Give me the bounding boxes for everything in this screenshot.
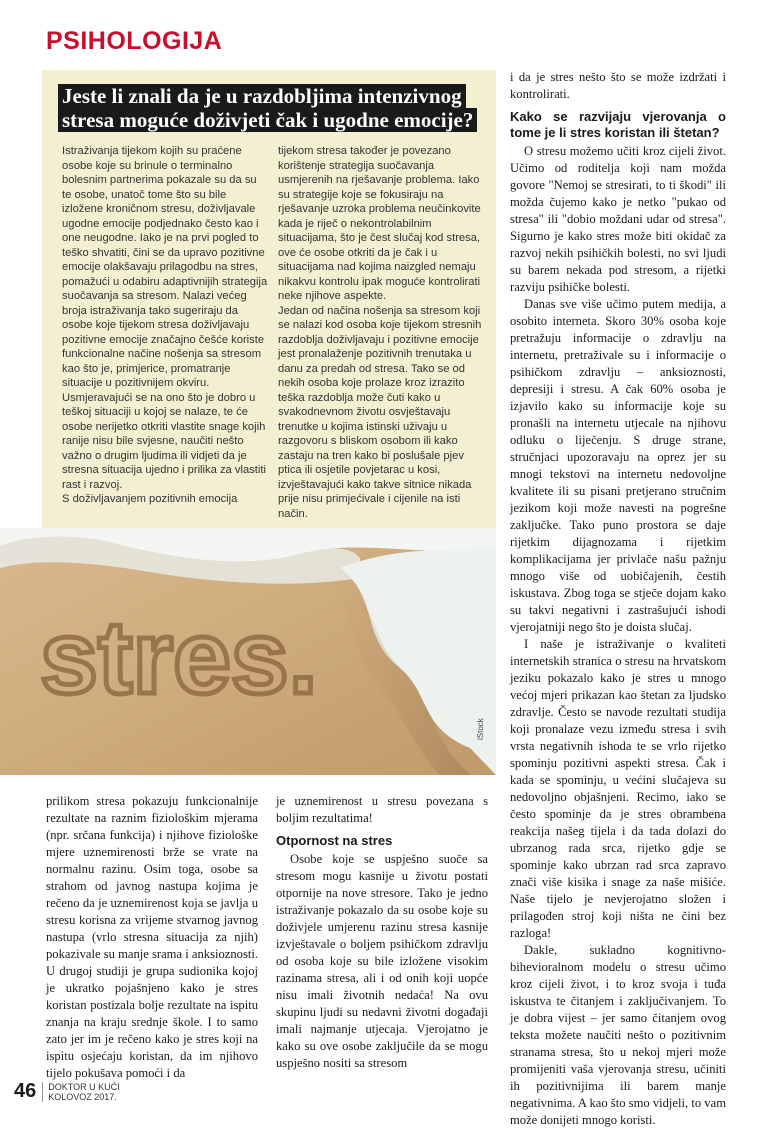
article-paragraph: i da je stres nešto što se može izdržati i kontrolirati.: [510, 70, 726, 101]
info-box-paragraph: tijekom stresa također je povezano korištenje strategija suočavanja usmjerenih na rješavanje problema. Iako su strategije koje se fokusiraju na rješavanje uzroka problema neučinkovite kada je riječ o nekontrolabilnim situacijama, što je čest slučaj kod stresa, ove će osobe otkriti da je čak i u situacijama nad kojima naizgled nemaju nikakvu kontrolu ipak moguće kontrolirati neke njihove aspekte.: [278, 145, 481, 302]
magazine-name: DOKTOR U KUĆI: [48, 1081, 120, 1092]
article-paragraph: I naše je istraživanje o kvaliteti internetskih stranica o stresu na hrvatskom jeziku pokazalo kako je stres u mnogo većoj mjeri prikazan kao štetan za ljudsko zdravlje. Često se navode rezultati studija koji pronalaze vezu između stresa i svih vrsta negativnih ishoda te se vrlo rijetko spominju pozitivni aspekti stresa. Čak i kada se spominju, u većini slučajeva su nedovoljno objašnjeni. Recimo, iako se često spominje da je stres obrambena reakcija našeg tijela i da tada dolazi do ubrzanog rada srca, rijetko gdje se spominje kako ubrzan rad srca zapravo znači više kisika i snage za naše mišiće. Naše tijelo je nevjerojatno složen i prilagođen stroj koji ništa ne čini bez razloga!: [510, 637, 726, 940]
page-number: 46: [14, 1080, 37, 1102]
article-paragraph: prilikom stresa pokazuju funkcionalnije rezultate na raznim fiziološkim mjerama (npr. srčana funkcija) i njihove fiziološke mjere uznemirenosti brže se vrate na normalnu razinu. Osim toga, osobe sa strahom od javnog nastupa kojima je rečeno da je uznemirenost koja se javlja u stresu korisna za vrijeme stvarnog javnog nastupa (vrlo stresna situacija za njih) pokazivale su manje srama i anksioznosti. U drugoj studiji je grupa sudionika kojoj je ukratko pojašnjeno kako je stres koristan postizala bolje rezultate na ispitu znanja na kraju srednje škole. I to samo zato jer im je rečeno kako je stres koji na ispitu osjećaju koristan, da im njihovo tijelo pokušava pomoći i da: [46, 794, 258, 1080]
info-box-paragraph: Istraživanja tijekom kojih su praćene osobe koje su brinule o terminalno bolesnim partnerima pokazale su da su te osobe, unatoč tome što su bile izložene kroničnom stresu, doživljavale ugodne emocije podjednako često kao i one neugodne. Iako je na prvi pogled to teško shvatiti, čini se da upravo pozitivne emocije olakšavaju prilagodbu na stres, pomažući u odabiru adaptivnijih strategija suočavanja sa stresom. Nalazi većeg broja istraživanja tako sugeriraju da osobe koje tijekom stresa doživljavaju pozitivne emocije značajno češće koriste funkcionalne načine nošenja sa stresom kao što je, primjerice, promatranje situacije u pozitivnijem okviru. Usmjeravajući se na ono što je dobro u teškoj situaciji u kojoj se nalaze, te će osobe nerijetko otkriti vlastite snage kojih ranije nisu bile svjesne, naučiti nešto važno o drugim ljudima ili vidjeti da je stresna situacija ujedno i prilika za vlastiti rast i razvoj.: [62, 145, 268, 491]
photo-credit: iStock: [476, 718, 485, 740]
column-c: [510, 69, 726, 1129]
sand-photo-illustration: [0, 528, 496, 775]
section-title: PSIHOLOGIJA: [46, 27, 223, 55]
info-box-paragraph: S doživljavanjem pozitivnih emocija: [62, 493, 238, 505]
article-paragraph: Dakle, sukladno kognitivno-bihevioralnom modelu o stresu učimo kroz cijeli život, i to kroz svoja i tuđa iskustva te čitanjem i zaključivanjem. To je dobra vijest – jer samo čitanjem ovog teksta možete naučiti nešto o pozitivnim stranama stresa, što u nekoj mjeri može promijeniti vaša vjerovanja stresu, učiniti ih pozitivnijima ili barem manje negativnima. A kao što smo vidjeli, to vam može donijeti mnogo koristi.: [510, 943, 726, 1127]
magazine-info: [42, 1082, 119, 1102]
article-paragraph: O stresu možemo učiti kroz cijeli život. Učimo od roditelja koji nam možda govore "Nemoj se stresirati, to ti škodi" ili možda čujemo kako je netko "pukao od stresa" ili "dobio moždani udar od stresa". Sigurno je kako stres može biti okidač za razvoj nekih psihičkih bolesti, no svi ljudi su barem nekada pod stresom, a rijetki razviju psihičke bolesti.: [510, 144, 726, 294]
magazine-issue: KOLOVOZ 2017.: [48, 1091, 117, 1102]
column-b: [276, 793, 488, 1072]
sand-word: stres.: [40, 600, 318, 716]
sand-photo: [0, 528, 496, 775]
info-box-column-2: [278, 144, 486, 521]
article-paragraph: Osobe koje se uspješno suoče sa stresom mogu kasnije u životu postati otpornije na nove stresore. Tako je jedno istraživanje pokazalo da su osobe koje su doživjele umjerenu razinu stresa kasnije izvještavale o boljem psihičkom zdravlju od osoba koje su bile izložene visokim razinama stresa, ali i od onih koji uopće nisu imali životnih nedaća! Na ovu skupinu ljudi su nedavni životni događaji imali najmanje utjecaja. Vjerojatno je kako su ove osobe zaključile da se mogu uspješno nositi sa stresom: [276, 852, 488, 1070]
info-box-paragraph: Jedan od načina nošenja sa stresom koji se nalazi kod osoba koje tijekom stresnih razdoblja doživljavaju i pozitivne emocije jest pronalaženje pozitivnih trenutaka u danu za predah od stresa. Tako se od nekih osoba koje prolaze kroz izrazito teška razdoblja može čuti kako u svakodnevnom životu osvještavaju trenutke u kojima istinski uživaju u razgovoru s bliskom osobom ili kako zastaju na tren kako bi poslušale pjev ptica ili osjetile povjetarac u kosi, izvještavajući kako takve sitnice nikada prije nisu primjećivale i cijenile na isti način.: [278, 304, 482, 520]
column-a: [46, 793, 258, 1082]
article-paragraph: Danas sve više učimo putem medija, a osobito interneta. Skoro 30% osoba koje pretražuju informacije o zdravlju na internetu, pretraživale su i informacije o psihičkom zdravlju – anksioznosti, depresiji i stresu. A čak 60% osoba je izjavilo kako su informacije koje su pronašli na internetu utjecale na njihovu odluku o liječenju. S druge strane, stručnjaci upozoravaju na oprez jer su mnogi tekstovi na internetu nedovoljne kvalitete ili su pisani pretjerano stručnim jezikom koji može navesti na pogrešne zaključke. Tako puno prostora se daje rijetkim dijagnozama i rijetkim komplikacijama jer privlače našu pažnju mnogo više od uobičajenih, čestih iskustava. Zbog toga se stječe dojam kako su takvi negativni i zastrašujući ishodi vjerojatniji nego što je doista slučaj.: [510, 297, 726, 634]
subheading-beliefs: Kako se razvijaju vjerovanja o tome je li stres koristan ili štetan?: [510, 109, 726, 140]
article-paragraph: je uznemirenost u stresu povezana s boljim rezultatima!: [276, 794, 488, 825]
subheading-resilience: Otpornost na stres: [276, 833, 393, 848]
page-footer: [14, 1080, 120, 1103]
info-box-column-1: [62, 144, 268, 507]
info-box-title: Jeste li znali da je u razdobljima intenzivnog stresa moguće doživjeti čak i ugodne emocije?: [58, 84, 478, 132]
